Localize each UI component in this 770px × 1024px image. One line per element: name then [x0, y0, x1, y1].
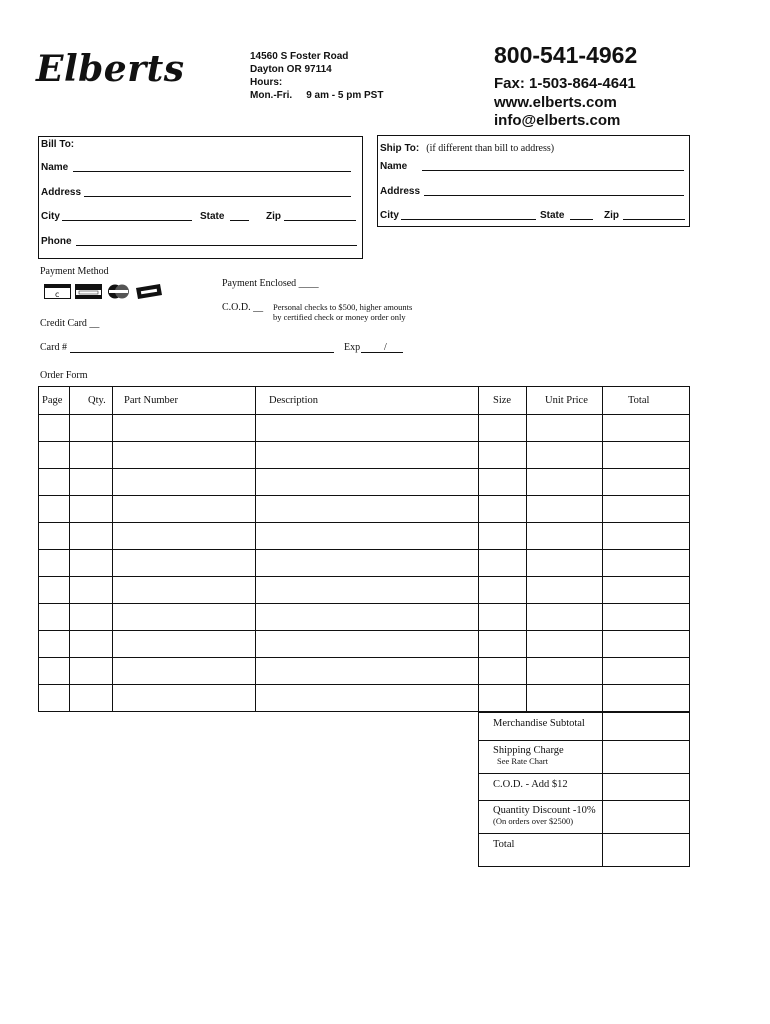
total-cell[interactable]: [603, 496, 690, 523]
bill-to-title: Bill To:: [41, 139, 75, 150]
part-number-cell[interactable]: [113, 604, 256, 631]
bill-to-state-label: State: [200, 211, 225, 222]
ship-to-city-label: City: [380, 210, 399, 221]
credit-card-label[interactable]: Credit Card __: [40, 318, 100, 329]
page-cell[interactable]: [39, 415, 70, 442]
part-number-cell[interactable]: [113, 496, 256, 523]
ship-to-box: [377, 135, 690, 227]
hours-label: Hours:: [250, 77, 283, 88]
page-cell[interactable]: [39, 577, 70, 604]
description-cell[interactable]: [256, 469, 479, 496]
order-table-header: [39, 387, 690, 415]
column-header-qty: Qty.: [70, 387, 113, 415]
qty-cell[interactable]: [70, 658, 113, 685]
card-number-field[interactable]: [70, 352, 334, 353]
size-cell[interactable]: [479, 577, 527, 604]
website-link[interactable]: www.elberts.com: [494, 93, 617, 111]
unit-price-cell[interactable]: [527, 577, 603, 604]
payment-method-label: Payment Method: [40, 266, 109, 277]
part-number-cell[interactable]: [113, 415, 256, 442]
ship-to-name-label: Name: [380, 161, 408, 172]
description-cell[interactable]: [256, 442, 479, 469]
company-logo: Elberts: [36, 48, 185, 90]
totals-row-discount: [479, 801, 690, 834]
part-number-cell[interactable]: [113, 523, 256, 550]
cod-add-field[interactable]: [603, 774, 690, 801]
description-cell[interactable]: [256, 523, 479, 550]
unit-price-cell[interactable]: [527, 523, 603, 550]
ship-to-note: (if different than bill to address): [426, 143, 555, 154]
bill-to-zip-label: Zip: [266, 211, 281, 222]
exp-label: Exp: [344, 342, 361, 353]
ship-to-zip-label: Zip: [604, 210, 619, 221]
table-row: [39, 550, 690, 577]
visa-icon: [75, 284, 102, 299]
totals-row-total: [479, 834, 690, 867]
qty-cell[interactable]: [70, 469, 113, 496]
total-cell[interactable]: [603, 604, 690, 631]
ship-to-state-field[interactable]: [570, 219, 593, 220]
page-cell[interactable]: [39, 523, 70, 550]
column-header-part-number: Part Number: [113, 387, 256, 415]
size-cell[interactable]: [479, 469, 527, 496]
ship-to-header: [380, 138, 554, 156]
part-number-cell[interactable]: [113, 685, 256, 712]
bill-to-zip-field[interactable]: [284, 220, 356, 221]
totals-row-subtotal: [479, 713, 690, 741]
bill-to-address-field[interactable]: [84, 196, 351, 197]
part-number-cell[interactable]: [113, 577, 256, 604]
size-cell[interactable]: [479, 415, 527, 442]
company-address: [250, 50, 383, 102]
size-cell[interactable]: [479, 658, 527, 685]
description-cell[interactable]: [256, 577, 479, 604]
ship-to-name-field[interactable]: [422, 170, 684, 171]
total-cell[interactable]: [603, 577, 690, 604]
total-cell[interactable]: [603, 658, 690, 685]
qty-cell[interactable]: [70, 577, 113, 604]
qty-cell[interactable]: [70, 523, 113, 550]
ship-to-title: Ship To:: [380, 143, 420, 154]
cod-note-line-2: by certified check or money order only: [273, 312, 406, 322]
table-row: [39, 685, 690, 712]
size-cell[interactable]: [479, 442, 527, 469]
bill-to-name-field[interactable]: [73, 171, 351, 172]
check-icon: [44, 284, 71, 299]
svg-text:c: c: [55, 290, 60, 298]
description-cell[interactable]: [256, 604, 479, 631]
bill-to-address-label: Address: [41, 187, 82, 198]
table-row: [39, 523, 690, 550]
part-number-cell[interactable]: [113, 658, 256, 685]
ship-to-city-field[interactable]: [401, 219, 536, 220]
page-cell[interactable]: [39, 604, 70, 631]
column-header-description: Description: [256, 387, 479, 415]
description-cell[interactable]: [256, 685, 479, 712]
table-row: [39, 415, 690, 442]
description-cell[interactable]: [256, 631, 479, 658]
page-cell[interactable]: [39, 685, 70, 712]
bill-to-phone-label: Phone: [41, 236, 72, 247]
order-form-title: Order Form: [40, 370, 88, 381]
quantity-discount-field[interactable]: [603, 801, 690, 834]
page-cell[interactable]: [39, 631, 70, 658]
hours-time: 9 am - 5 pm PST: [306, 90, 384, 101]
qty-cell[interactable]: [70, 496, 113, 523]
quantity-discount-label: Quantity Discount -10%: [493, 805, 596, 816]
bill-to-city-field[interactable]: [62, 220, 192, 221]
address-line-1: 14560 S Foster Road: [250, 51, 349, 62]
ship-to-state-label: State: [540, 210, 565, 221]
unit-price-cell[interactable]: [527, 415, 603, 442]
total-cell[interactable]: [603, 550, 690, 577]
table-row: [39, 658, 690, 685]
exp-slash: /: [384, 342, 387, 353]
qty-cell[interactable]: [70, 442, 113, 469]
unit-price-cell[interactable]: [527, 469, 603, 496]
total-cell[interactable]: [603, 442, 690, 469]
qty-cell[interactable]: [70, 604, 113, 631]
qty-cell[interactable]: [70, 685, 113, 712]
shipping-charge-field[interactable]: [603, 741, 690, 774]
unit-price-cell[interactable]: [527, 496, 603, 523]
unit-price-cell[interactable]: [527, 658, 603, 685]
totals-row-shipping: [479, 741, 690, 774]
total-cell[interactable]: [603, 523, 690, 550]
part-number-cell[interactable]: [113, 469, 256, 496]
phone-number: 800-541-4962: [494, 42, 638, 68]
bill-to-phone-field[interactable]: [76, 245, 357, 246]
bill-to-city-label: City: [41, 211, 60, 222]
description-cell[interactable]: [256, 658, 479, 685]
shipping-note: See Rate Chart: [497, 756, 548, 766]
bill-to-box: [38, 136, 363, 259]
qty-cell[interactable]: [70, 415, 113, 442]
ship-to-address-label: Address: [380, 186, 421, 197]
mastercard-icon: [105, 284, 132, 299]
address-line-2: Dayton OR 97114: [250, 64, 332, 75]
cod-label[interactable]: C.O.D. __: [222, 302, 264, 313]
description-cell[interactable]: [256, 550, 479, 577]
page-cell[interactable]: [39, 496, 70, 523]
table-row: [39, 631, 690, 658]
discount-note: (On orders over $2500): [493, 816, 574, 826]
unit-price-cell[interactable]: [527, 685, 603, 712]
cod-add-label: C.O.D. - Add $12: [493, 779, 568, 790]
table-row: [39, 604, 690, 631]
table-row: [39, 496, 690, 523]
part-number-cell[interactable]: [113, 631, 256, 658]
column-header-page: Page: [39, 387, 70, 415]
total-label: Total: [493, 839, 515, 850]
size-cell[interactable]: [479, 496, 527, 523]
totals-row-cod: [479, 774, 690, 801]
unit-price-cell[interactable]: [527, 442, 603, 469]
table-row: [39, 577, 690, 604]
ship-to-zip-field[interactable]: [623, 219, 685, 220]
page-cell[interactable]: [39, 442, 70, 469]
email-link[interactable]: info@elberts.com: [494, 112, 621, 129]
bill-to-state-field[interactable]: [230, 220, 249, 221]
bill-to-name-label: Name: [41, 162, 69, 173]
contact-info: [494, 75, 636, 131]
page-cell[interactable]: [39, 469, 70, 496]
size-cell[interactable]: [479, 550, 527, 577]
hours-row: [250, 89, 383, 102]
order-table: [38, 386, 690, 712]
column-header-unit-price: Unit Price: [527, 387, 603, 415]
merchandise-subtotal-field[interactable]: [603, 713, 690, 741]
table-row: [39, 469, 690, 496]
ship-to-address-field[interactable]: [424, 195, 684, 196]
unit-price-cell[interactable]: [527, 631, 603, 658]
cod-note: [273, 302, 412, 322]
part-number-cell[interactable]: [113, 550, 256, 577]
total-field[interactable]: [603, 834, 690, 867]
payment-enclosed-label[interactable]: Payment Enclosed ____: [222, 278, 319, 289]
cod-note-line-1: Personal checks to $500, higher amounts: [273, 302, 413, 312]
order-table-body: [39, 415, 690, 712]
hours-days: Mon.-Fri.: [250, 90, 293, 101]
size-cell[interactable]: [479, 631, 527, 658]
discover-icon: [136, 284, 162, 299]
description-cell[interactable]: [256, 496, 479, 523]
size-cell[interactable]: [479, 685, 527, 712]
column-header-size: Size: [479, 387, 527, 415]
total-cell[interactable]: [603, 469, 690, 496]
page-cell[interactable]: [39, 550, 70, 577]
qty-cell[interactable]: [70, 631, 113, 658]
column-header-total: Total: [603, 387, 690, 415]
exp-field[interactable]: [361, 352, 403, 353]
total-cell[interactable]: [603, 415, 690, 442]
card-number-label: Card #: [40, 342, 67, 353]
page-cell[interactable]: [39, 658, 70, 685]
total-cell[interactable]: [603, 631, 690, 658]
table-row: [39, 442, 690, 469]
fax-number: Fax: 1-503-864-4641: [494, 75, 636, 92]
unit-price-cell[interactable]: [527, 604, 603, 631]
qty-cell[interactable]: [70, 550, 113, 577]
totals-table: [478, 712, 690, 867]
size-cell[interactable]: [479, 604, 527, 631]
unit-price-cell[interactable]: [527, 550, 603, 577]
shipping-charge-label: Shipping Charge: [493, 745, 564, 756]
merchandise-subtotal-label: Merchandise Subtotal: [493, 718, 585, 729]
size-cell[interactable]: [479, 523, 527, 550]
part-number-cell[interactable]: [113, 442, 256, 469]
description-cell[interactable]: [256, 415, 479, 442]
total-cell[interactable]: [603, 685, 690, 712]
